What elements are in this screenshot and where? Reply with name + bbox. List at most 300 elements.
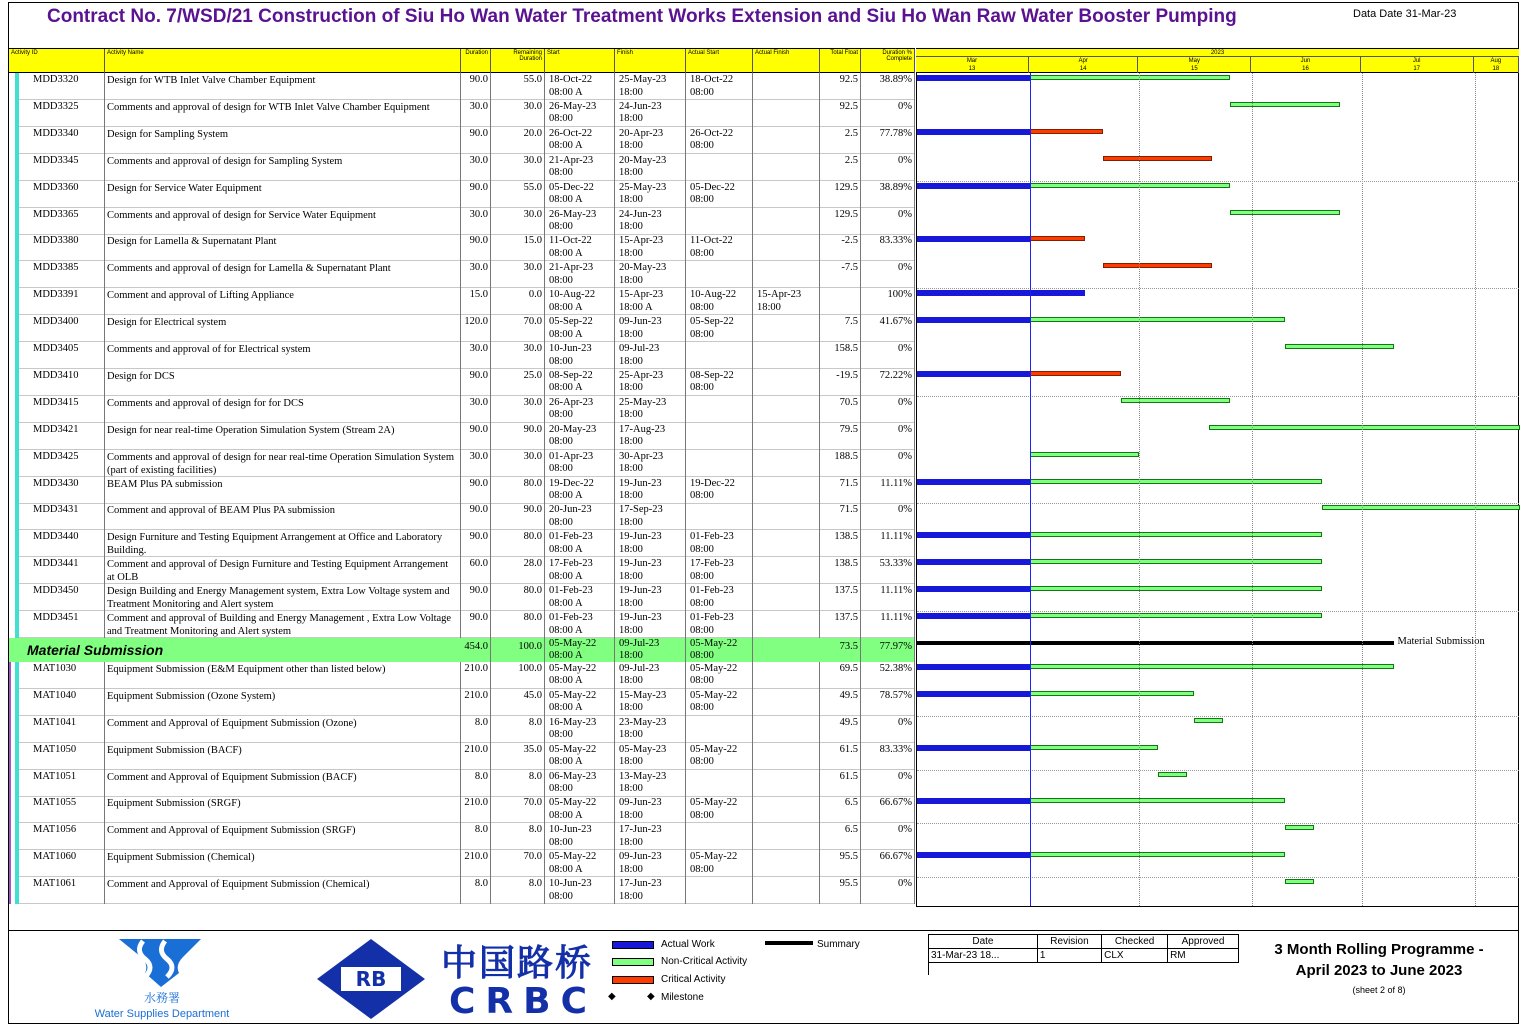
table-row[interactable] xyxy=(9,127,915,154)
noncritical-activity-bar[interactable] xyxy=(1030,852,1285,857)
table-row[interactable] xyxy=(9,234,915,261)
row-indent-marker xyxy=(9,208,19,235)
month-week: 13 xyxy=(968,66,976,72)
row-indent-marker xyxy=(9,557,19,584)
critical-activity-bar[interactable] xyxy=(1103,156,1212,161)
cell-rem: 80.0 xyxy=(491,530,545,557)
cell-finish-time: 18:00 xyxy=(619,809,643,821)
cell-id: MDD3405 xyxy=(23,342,105,369)
rev-number: 1 xyxy=(1037,949,1101,963)
cell-as-date: 17-Feb-23 xyxy=(690,558,734,570)
wsd-english-name: Water Supplies Department xyxy=(94,1008,230,1020)
cell-finish xyxy=(615,770,686,797)
table-row[interactable] xyxy=(9,369,915,396)
col-finish[interactable]: Finish xyxy=(615,49,686,73)
group-title: Material Submission xyxy=(27,641,164,658)
group-cell-date: 05-May-22 xyxy=(549,637,597,649)
noncritical-activity-bar[interactable] xyxy=(1030,586,1322,591)
cell-finish xyxy=(615,100,686,127)
cell-dur: 120.0 xyxy=(461,315,491,342)
cell-tf: 2.5 xyxy=(820,127,861,154)
cell-rem: 35.0 xyxy=(491,743,545,770)
cell-id: MDD3430 xyxy=(23,477,105,504)
cell-finish-date: 15-Apr-23 xyxy=(619,235,664,247)
row-indent-marker xyxy=(9,611,19,638)
cell-pct: 0% xyxy=(861,342,915,369)
cell-start-time: 08:00 A xyxy=(549,809,583,821)
table-row[interactable] xyxy=(9,716,915,743)
cell-finish-time: 18:00 xyxy=(619,490,643,501)
cell-as-date: 05-Dec-22 xyxy=(690,181,735,193)
cell-id: MDD3440 xyxy=(23,530,105,557)
cell-finish xyxy=(615,423,686,450)
table-row[interactable] xyxy=(9,261,915,288)
table-row[interactable] xyxy=(9,743,915,770)
table-row[interactable] xyxy=(9,823,915,850)
actual-work-bar[interactable] xyxy=(917,236,1030,242)
legend-actual-swatch xyxy=(612,941,654,949)
cell-af-date: 15-Apr-23 xyxy=(757,289,802,301)
month-name: Aug xyxy=(1490,58,1502,64)
actual-work-bar[interactable] xyxy=(917,129,1030,135)
summary-bar[interactable] xyxy=(917,641,1394,645)
month-gridline xyxy=(1139,73,1140,906)
cell-tf: 92.5 xyxy=(820,73,861,100)
cell-start-date: 16-May-23 xyxy=(549,716,597,728)
cell-pct: 72.22% xyxy=(861,369,915,396)
row-indent-marker xyxy=(9,423,19,450)
legend-critical-label: Critical Activity xyxy=(661,974,726,985)
cell-as xyxy=(686,584,753,611)
noncritical-activity-bar[interactable] xyxy=(1194,718,1223,723)
timescale-header xyxy=(916,48,1519,73)
noncritical-activity-bar[interactable] xyxy=(1030,317,1285,322)
cell-dur: 90.0 xyxy=(461,369,491,396)
cell-dur: 90.0 xyxy=(461,127,491,154)
cell-start xyxy=(545,73,615,100)
cell-finish xyxy=(615,662,686,689)
col-duration[interactable]: Duration xyxy=(461,49,491,73)
cell-pct: 77.78% xyxy=(861,127,915,154)
cell-start-time: 08:00 A xyxy=(549,490,583,501)
cell-as xyxy=(686,450,753,477)
table-row[interactable] xyxy=(9,796,915,823)
cell-start xyxy=(545,557,615,584)
cell-as-date: 11-Oct-22 xyxy=(690,235,733,247)
cell-as xyxy=(686,396,753,423)
table-row[interactable] xyxy=(9,530,915,557)
crbc-english-name: CRBC xyxy=(449,981,597,1022)
cell-finish xyxy=(615,342,686,369)
actual-work-bar[interactable] xyxy=(917,798,1030,804)
cell-as-time: 08:00 xyxy=(690,247,714,259)
cell-pct: 0% xyxy=(861,154,915,181)
cell-finish-time: 18:00 xyxy=(619,890,643,902)
month-name: Jul xyxy=(1412,58,1421,64)
cell-rem: 0.0 xyxy=(491,288,545,315)
actual-work-bar[interactable] xyxy=(917,75,1030,81)
noncritical-activity-bar[interactable] xyxy=(1030,664,1395,669)
cell-dur: 30.0 xyxy=(461,450,491,477)
cell-tf: 71.5 xyxy=(820,503,861,530)
row-indent-marker xyxy=(9,503,19,530)
cell-finish-date: 20-Apr-23 xyxy=(619,127,664,139)
cell-start-time: 08:00 xyxy=(549,836,573,848)
table-row[interactable] xyxy=(9,396,915,423)
cell-finish-time: 18:00 xyxy=(619,783,643,794)
cell-name: Comments and approval of design for Service Water Equipment xyxy=(105,208,461,235)
cell-start-time: 08:00 xyxy=(549,463,573,475)
cell-rem: 45.0 xyxy=(491,689,545,716)
col-total-float[interactable]: Total Float xyxy=(820,49,861,73)
table-header xyxy=(9,48,915,73)
table-row[interactable] xyxy=(9,288,915,315)
cell-finish-time: 18:00 xyxy=(619,756,643,768)
cell-start-time: 08:00 xyxy=(549,113,573,125)
cell-as-time: 08:00 xyxy=(690,543,714,555)
cell-start xyxy=(545,315,615,342)
cell-pct: 52.38% xyxy=(861,662,915,689)
cell-as-time: 08:00 xyxy=(690,702,714,714)
cell-start-time: 08:00 A xyxy=(549,863,583,875)
cell-af xyxy=(753,234,820,261)
cell-name: BEAM Plus PA submission xyxy=(105,477,461,504)
cell-id: MDD3340 xyxy=(23,127,105,154)
cell-id: MDD3365 xyxy=(23,208,105,235)
cell-finish-time: 18:00 xyxy=(619,463,643,475)
noncritical-activity-bar[interactable] xyxy=(1030,691,1194,696)
cell-start-date: 26-Apr-23 xyxy=(549,396,594,408)
cell-start-date: 01-Feb-23 xyxy=(549,531,593,543)
month-gridline xyxy=(1475,73,1476,906)
cell-rem: 70.0 xyxy=(491,315,545,342)
cell-finish xyxy=(615,73,686,100)
cell-af xyxy=(753,396,820,423)
cell-start xyxy=(545,423,615,450)
critical-activity-bar[interactable] xyxy=(1030,129,1103,134)
cell-finish xyxy=(615,234,686,261)
cell-as-date: 26-Oct-22 xyxy=(690,127,734,139)
cell-finish-date: 15-May-23 xyxy=(619,689,667,701)
table-row[interactable] xyxy=(9,450,915,477)
critical-activity-bar[interactable] xyxy=(1103,263,1212,268)
noncritical-activity-bar[interactable] xyxy=(1230,102,1339,107)
rev-header-checked: Checked xyxy=(1102,935,1168,949)
actual-work-bar[interactable] xyxy=(917,479,1030,485)
cell-start-date: 05-May-22 xyxy=(549,797,597,809)
row-gridline xyxy=(917,288,1519,289)
cell-id: MDD3360 xyxy=(23,181,105,208)
cell-start xyxy=(545,477,615,504)
table-row[interactable] xyxy=(9,477,915,504)
cell-as-time: 08:00 xyxy=(690,140,714,152)
cell-finish-date: 13-May-23 xyxy=(619,770,667,782)
milestone-diamond-icon: ◆ xyxy=(608,991,616,1002)
revision-table xyxy=(928,934,1239,975)
cell-start-time: 08:00 xyxy=(549,274,573,286)
cell-af xyxy=(753,689,820,716)
noncritical-activity-bar[interactable] xyxy=(1285,879,1314,884)
cell-finish-date: 05-May-23 xyxy=(619,743,667,755)
cell-finish-time: 18:00 xyxy=(619,194,643,206)
cell-rem: 8.0 xyxy=(491,770,545,797)
row-indent-marker xyxy=(9,770,19,797)
cell-id: MAT1050 xyxy=(23,743,105,770)
cell-rem: 30.0 xyxy=(491,342,545,369)
month-week: 16 xyxy=(1302,66,1309,72)
cell-finish-time: 18:00 xyxy=(619,328,643,340)
cell-af xyxy=(753,877,820,904)
actual-work-bar[interactable] xyxy=(917,745,1030,751)
group-cell-time: 18:00 xyxy=(619,649,643,661)
critical-activity-bar[interactable] xyxy=(1030,371,1121,376)
cell-finish xyxy=(615,396,686,423)
cell-start xyxy=(545,396,615,423)
month-gridline xyxy=(1252,73,1253,906)
actual-work-bar[interactable] xyxy=(917,317,1030,323)
col-pct-complete[interactable]: Duration % Complete xyxy=(861,49,915,73)
group-cell-start xyxy=(545,638,615,662)
table-row[interactable] xyxy=(9,584,915,611)
critical-activity-bar[interactable] xyxy=(1030,236,1085,241)
actual-work-bar[interactable] xyxy=(917,371,1030,377)
cell-start xyxy=(545,127,615,154)
month-week: 17 xyxy=(1413,66,1421,72)
table-row[interactable] xyxy=(9,503,915,530)
cell-as xyxy=(686,127,753,154)
cell-name: Comments and approval of design for WTB Inlet Valve Chamber Equipment xyxy=(105,100,461,127)
table-row[interactable] xyxy=(9,689,915,716)
cell-as xyxy=(686,477,753,504)
data-date: Data Date 31-Mar-23 xyxy=(1353,8,1457,20)
noncritical-activity-bar[interactable] xyxy=(1285,825,1314,830)
cell-id: MDD3410 xyxy=(23,369,105,396)
row-indent-marker xyxy=(9,396,19,423)
cell-name: Design for near real-time Operation Simulation System (Stream 2A) xyxy=(105,423,461,450)
timescale-month xyxy=(1029,57,1138,73)
cell-start-time: 08:00 xyxy=(549,409,573,421)
table-row[interactable] xyxy=(9,73,915,100)
cell-as-time: 08:00 xyxy=(690,756,714,768)
noncritical-activity-bar[interactable] xyxy=(1030,75,1230,80)
cell-af xyxy=(753,743,820,770)
cell-finish-date: 19-Jun-23 xyxy=(619,558,662,570)
table-row[interactable] xyxy=(9,877,915,904)
cell-finish-time: 18:00 xyxy=(619,409,643,421)
cell-pct: 100% xyxy=(861,288,915,315)
cell-as xyxy=(686,423,753,450)
actual-work-bar[interactable] xyxy=(917,183,1030,189)
cell-start-time: 08:00 A xyxy=(549,570,583,582)
cell-tf: 129.5 xyxy=(820,208,861,235)
cell-as-date: 01-Feb-23 xyxy=(690,531,734,543)
col-activity-name[interactable]: Activity Name xyxy=(105,49,461,73)
cell-finish-time: 18:00 xyxy=(619,221,643,232)
cell-rem: 15.0 xyxy=(491,234,545,261)
cell-rem: 8.0 xyxy=(491,716,545,743)
noncritical-activity-bar[interactable] xyxy=(1030,183,1230,188)
cell-tf: 61.5 xyxy=(820,770,861,797)
table-row[interactable] xyxy=(9,557,915,584)
cell-as xyxy=(686,689,753,716)
legend-summary-label: Summary xyxy=(817,939,860,950)
cell-start-time: 08:00 A xyxy=(549,702,583,714)
actual-work-bar[interactable] xyxy=(917,852,1030,858)
col-activity-id[interactable]: Activity ID xyxy=(9,49,105,73)
legend-noncritical-label: Non-Critical Activity xyxy=(661,956,748,967)
cell-dur: 15.0 xyxy=(461,288,491,315)
table-row[interactable] xyxy=(9,662,915,689)
milestone-diamond-icon: ◆ xyxy=(647,991,655,1002)
cell-af xyxy=(753,127,820,154)
row-indent-marker xyxy=(9,315,19,342)
cell-finish-time: 18:00 xyxy=(619,624,643,636)
noncritical-activity-bar[interactable] xyxy=(1285,344,1394,349)
cell-start-date: 11-Oct-22 xyxy=(549,235,592,247)
cell-dur: 8.0 xyxy=(461,877,491,904)
cell-start xyxy=(545,850,615,877)
cell-tf: 137.5 xyxy=(820,611,861,638)
row-indent-marker xyxy=(9,181,19,208)
cell-start-date: 05-Sep-22 xyxy=(549,316,593,328)
table-row[interactable] xyxy=(9,100,915,127)
cell-finish xyxy=(615,530,686,557)
cell-rem: 8.0 xyxy=(491,823,545,850)
cell-id: MAT1061 xyxy=(23,877,105,904)
cell-tf: 188.5 xyxy=(820,450,861,477)
group-cell-as xyxy=(686,638,753,662)
cell-pct: 38.89% xyxy=(861,73,915,100)
cell-af xyxy=(753,261,820,288)
row-indent-marker xyxy=(9,689,19,716)
noncritical-activity-bar[interactable] xyxy=(1030,798,1285,803)
col-remaining[interactable]: Remaining Duration xyxy=(491,49,545,73)
cell-finish-date: 09-Jul-23 xyxy=(619,343,660,354)
cell-rem: 30.0 xyxy=(491,100,545,127)
col-start[interactable]: Start xyxy=(545,49,615,73)
cell-id: MDD3415 xyxy=(23,396,105,423)
cell-pct: 0% xyxy=(861,877,915,904)
cell-as-time: 08:00 xyxy=(690,194,714,206)
cell-name: Equipment Submission (BACF) xyxy=(105,743,461,770)
actual-work-bar[interactable] xyxy=(917,613,1030,619)
cell-dur: 90.0 xyxy=(461,530,491,557)
group-row-material-submission[interactable] xyxy=(9,638,915,662)
noncritical-activity-bar[interactable] xyxy=(1030,532,1322,537)
noncritical-activity-bar[interactable] xyxy=(1030,452,1139,457)
group-cell-date: 05-May-22 xyxy=(690,637,738,649)
cell-as xyxy=(686,877,753,904)
table-row[interactable] xyxy=(9,208,915,235)
cell-as xyxy=(686,557,753,584)
table-row[interactable] xyxy=(9,770,915,797)
cell-name: Design for Sampling System xyxy=(105,127,461,154)
noncritical-activity-bar[interactable] xyxy=(1209,425,1520,430)
cell-af xyxy=(753,716,820,743)
cell-af-time: 18:00 xyxy=(757,301,781,313)
table-row[interactable] xyxy=(9,850,915,877)
noncritical-activity-bar[interactable] xyxy=(1230,210,1339,215)
actual-work-bar[interactable] xyxy=(917,586,1030,592)
cell-as xyxy=(686,315,753,342)
cell-af xyxy=(753,796,820,823)
row-gridline xyxy=(917,181,1519,182)
noncritical-activity-bar[interactable] xyxy=(1158,772,1187,777)
cell-finish xyxy=(615,315,686,342)
cell-start-date: 01-Apr-23 xyxy=(549,450,594,462)
cell-finish-time: 18:00 xyxy=(619,836,643,848)
cell-finish-date: 19-Jun-23 xyxy=(619,585,662,597)
table-row[interactable] xyxy=(9,423,915,450)
cell-start xyxy=(545,288,615,315)
month-name: Apr xyxy=(1078,58,1088,64)
actual-work-bar[interactable] xyxy=(917,559,1030,565)
cell-finish xyxy=(615,716,686,743)
noncritical-activity-bar[interactable] xyxy=(1030,479,1322,484)
noncritical-activity-bar[interactable] xyxy=(1030,613,1322,618)
actual-work-bar[interactable] xyxy=(917,691,1030,697)
cell-af xyxy=(753,73,820,100)
cell-finish-time: 18:00 xyxy=(619,274,643,286)
cell-finish-date: 09-Jun-23 xyxy=(619,851,662,863)
cell-finish-date: 09-Jun-23 xyxy=(619,797,662,809)
cell-start-date: 10-Aug-22 xyxy=(549,289,596,301)
cell-tf: 79.5 xyxy=(820,423,861,450)
cell-tf: 61.5 xyxy=(820,743,861,770)
noncritical-activity-bar[interactable] xyxy=(1121,398,1230,403)
cell-start xyxy=(545,662,615,689)
table-row[interactable] xyxy=(9,611,915,638)
col-actual-finish[interactable]: Actual Finish xyxy=(753,49,820,73)
cell-finish-date: 24-Jun-23 xyxy=(619,100,662,112)
wsd-chinese-name: 水務署 xyxy=(143,991,180,1005)
cell-dur: 210.0 xyxy=(461,850,491,877)
cell-rem: 80.0 xyxy=(491,584,545,611)
row-gridline xyxy=(917,611,1519,612)
cell-name: Design for DCS xyxy=(105,369,461,396)
cell-as xyxy=(686,743,753,770)
cell-tf: 2.5 xyxy=(820,154,861,181)
group-cell-time: 08:00 A xyxy=(549,649,583,661)
cell-as-date: 08-Sep-22 xyxy=(690,369,734,381)
table-row[interactable] xyxy=(9,315,915,342)
cell-id: MDD3345 xyxy=(23,154,105,181)
noncritical-activity-bar[interactable] xyxy=(1030,559,1322,564)
cell-finish-time: 18:00 A xyxy=(619,301,653,313)
cell-as-date: 05-Sep-22 xyxy=(690,316,734,328)
cell-tf: -7.5 xyxy=(820,261,861,288)
cell-finish xyxy=(615,369,686,396)
cell-finish-date: 15-Apr-23 xyxy=(619,289,664,301)
cell-dur: 90.0 xyxy=(461,477,491,504)
table-row[interactable] xyxy=(9,342,915,369)
table-row[interactable] xyxy=(9,181,915,208)
actual-work-bar[interactable] xyxy=(917,664,1030,670)
col-actual-start[interactable]: Actual Start xyxy=(686,49,753,73)
table-row[interactable] xyxy=(9,154,915,181)
rev-header-approved: Approved xyxy=(1168,935,1239,949)
noncritical-activity-bar[interactable] xyxy=(1322,505,1520,510)
row-gridline xyxy=(917,503,1519,504)
cell-name: Comment and approval of BEAM Plus PA submission xyxy=(105,503,461,530)
cell-start-time: 08:00 A xyxy=(549,140,583,152)
cell-start-time: 08:00 xyxy=(549,516,573,528)
row-indent-marker xyxy=(9,850,19,877)
actual-work-bar[interactable] xyxy=(917,532,1030,538)
cell-rem: 30.0 xyxy=(491,261,545,288)
cell-as xyxy=(686,208,753,235)
actual-work-bar[interactable] xyxy=(917,290,1085,296)
